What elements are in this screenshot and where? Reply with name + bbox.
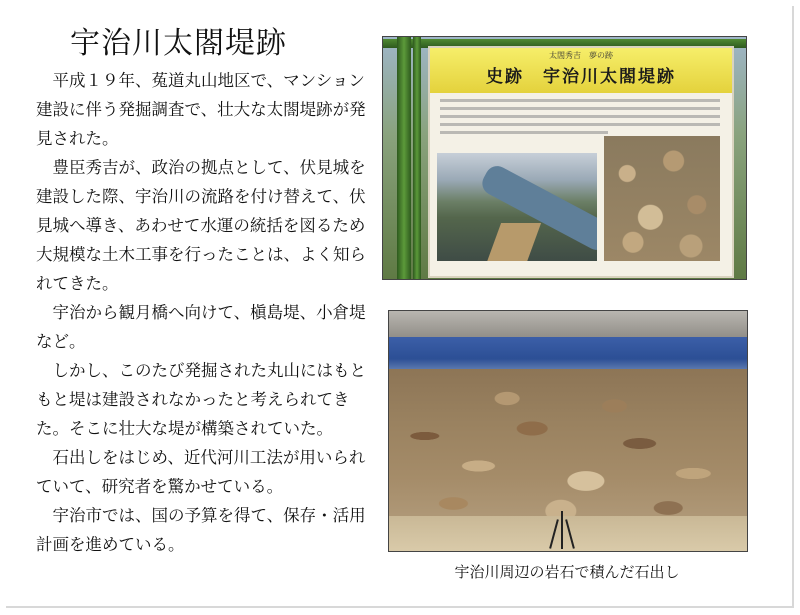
sign-text-line xyxy=(440,107,720,110)
sign-aerial-photo xyxy=(437,153,597,261)
paragraph: 宇治市では、国の予算を得て、保存・活用計画を進めている。 xyxy=(36,506,366,554)
sign-title: 史跡 宇治川太閤堤跡 xyxy=(486,67,676,87)
sign-text-line xyxy=(440,99,720,102)
sign-subtitle: 太閤秀吉 夢の跡 xyxy=(549,51,613,60)
page-title: 宇治川太閤堤跡 xyxy=(70,26,287,61)
sign-header xyxy=(430,48,732,93)
sign-stone-wall-photo xyxy=(604,136,720,261)
survey-tripod xyxy=(561,511,563,549)
paragraph: 平成１９年、菟道丸山地区で、マンション建設に伴う発掘調査で、壮大な太閤堤跡が発見された。 xyxy=(36,71,366,148)
sign-text-line xyxy=(440,131,608,134)
paragraph: しかし、このたび発掘された丸山にはもともと堤は建設されなかったと考えられてきた。そこに壮大な堤が構築されていた。 xyxy=(36,361,366,438)
sign-board xyxy=(428,46,734,278)
photo-caption: 宇治川周辺の岩石で積んだ石出し xyxy=(454,563,680,581)
sign-text-block xyxy=(440,99,720,139)
blue-tarp xyxy=(389,337,747,373)
signboard-photo xyxy=(382,36,747,280)
paragraph: 宇治から観月橋へ向けて、槇島堤、小倉堤など。 xyxy=(36,303,366,351)
excavation-background xyxy=(389,311,747,339)
sign-text-line xyxy=(440,115,720,118)
sign-pole xyxy=(413,37,421,279)
excavation-photo xyxy=(388,310,748,552)
sign-pole xyxy=(397,37,411,279)
sign-text-line xyxy=(440,123,720,126)
paragraph: 豊臣秀吉が、政治の拠点として、伏見城を建設した際、宇治川の流路を付け替えて、伏見城へ導き、あわせて水運の統括を図るため大規模な土木工事を行ったことは、よく知られてきた。 xyxy=(36,158,366,293)
stone-groyne xyxy=(389,376,747,526)
paragraph: 石出しをはじめ、近代河川工法が用いられていて、研究者を驚かせている。 xyxy=(36,448,366,496)
article-body xyxy=(36,66,380,559)
embankment-shape xyxy=(483,223,541,261)
